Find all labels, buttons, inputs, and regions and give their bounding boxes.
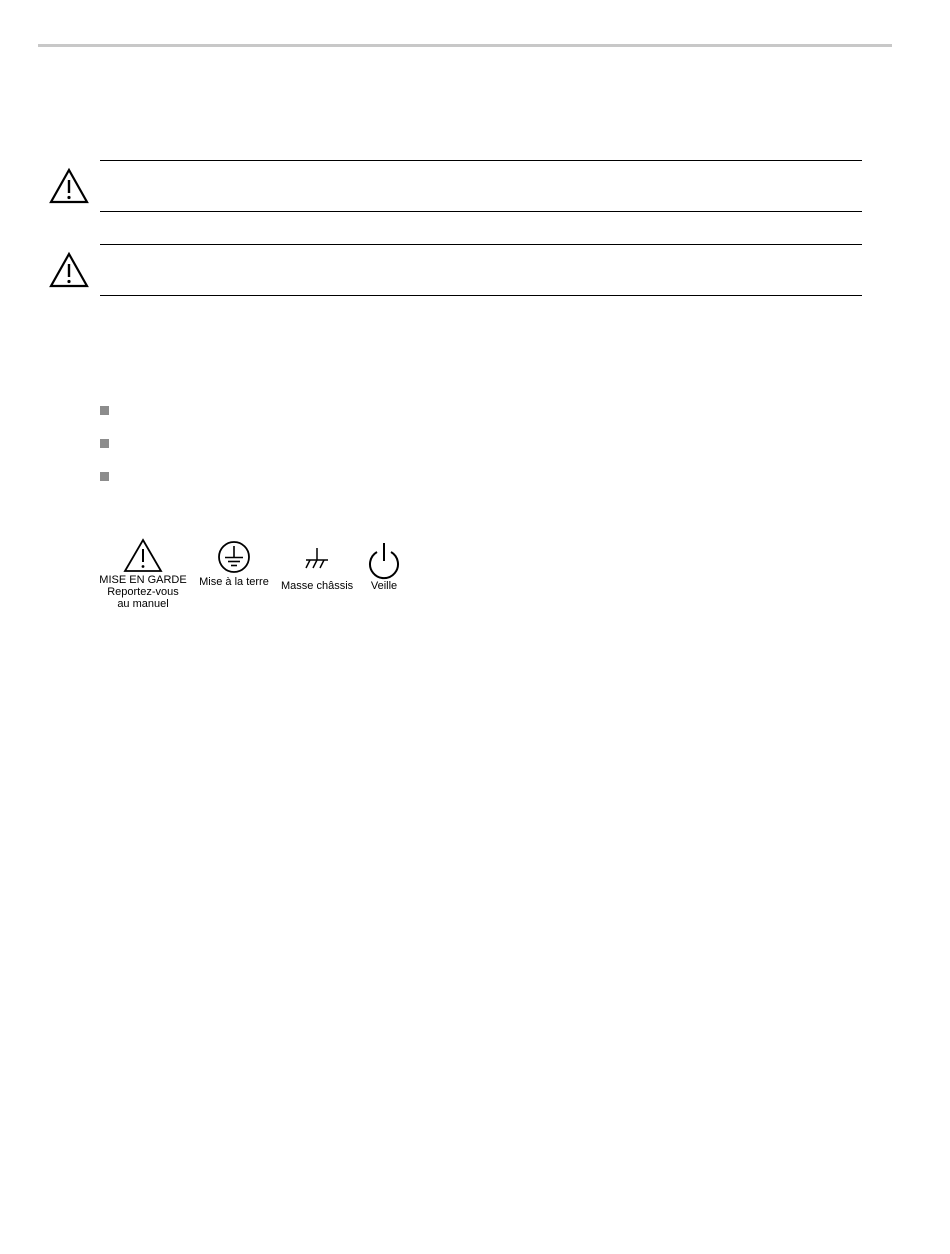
warning-triangle-icon [48,167,90,205]
warning-top-rule [100,244,862,245]
header-rule [38,44,892,47]
symbol-protective-ground [199,540,269,588]
symbol-label: MISE EN GARDE [99,574,187,586]
bullet-square-icon [100,406,109,415]
chassis-ground-icon [302,544,332,574]
caution-triangle-icon [123,538,163,574]
warning-top-rule [100,160,862,161]
symbol-label: Masse châssis [281,580,354,592]
standby-power-icon [366,540,402,580]
bullet-square-icon [100,439,109,448]
warning-bottom-rule [100,211,862,212]
warning-triangle-icon [48,251,90,289]
symbol-chassis-ground [281,544,353,592]
bullet-square-icon [100,472,109,481]
symbol-label: Veille [370,580,398,592]
symbol-label: Mise à la terre [199,576,269,588]
symbol-label: Reportez-vous [107,586,179,598]
protective-ground-icon [216,540,252,576]
symbol-caution [98,538,188,610]
warning-block [44,244,862,296]
warning-block [44,160,862,212]
symbol-standby [360,540,408,592]
warning-bottom-rule [100,295,862,296]
symbol-label: au manuel [117,598,169,610]
